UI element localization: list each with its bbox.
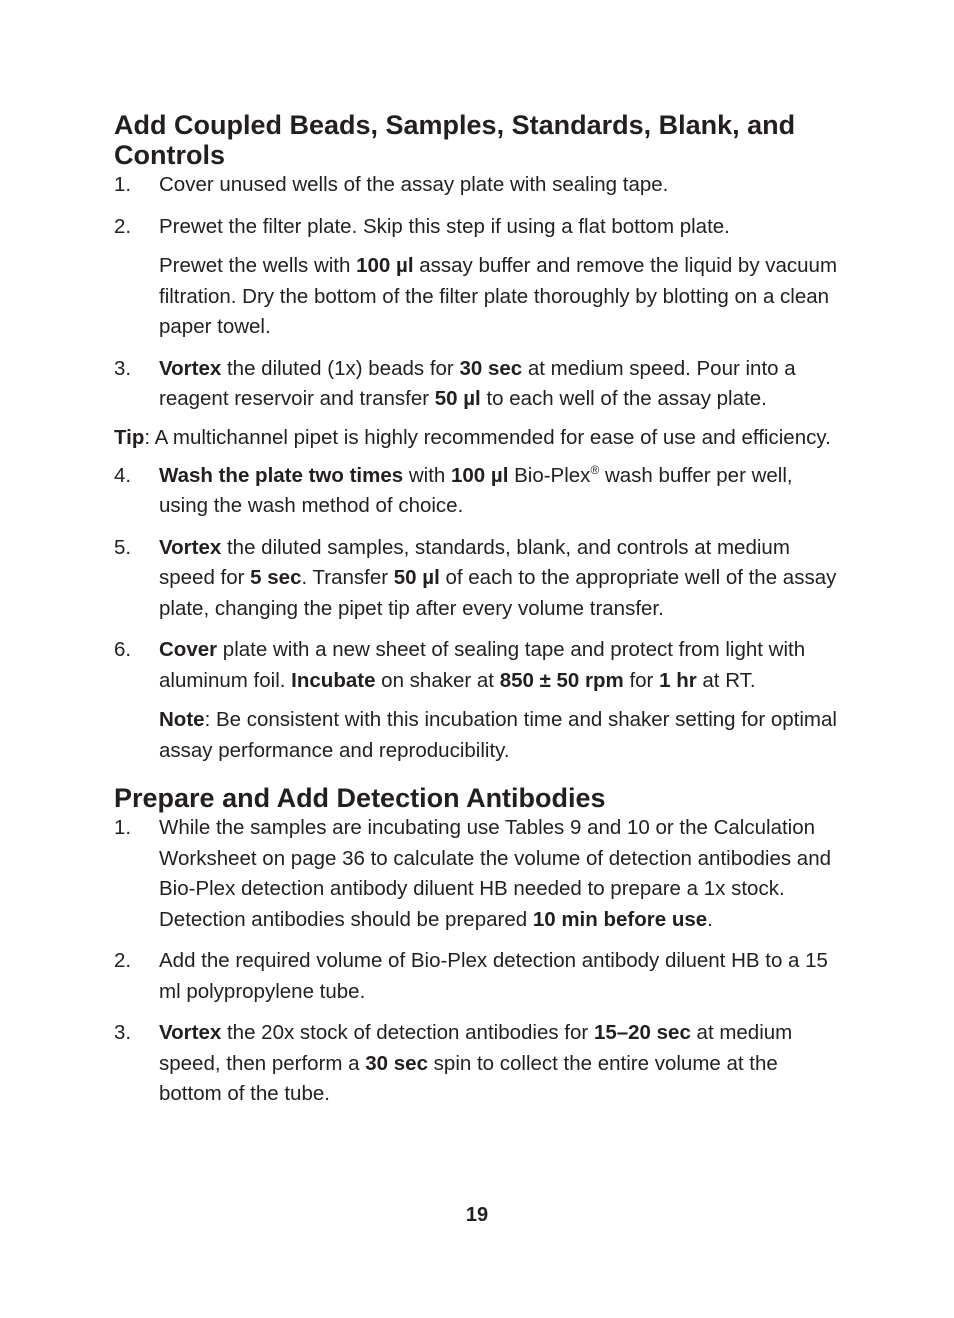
item-text: While the samples are incubating use Tables 9 and 10 or the Calculation Worksheet on page 36 to calculate the volume of detection antibodies and Bio-Plex detection antibody diluent HB needed to prepare a 1x stock. Detection antibodies should be prepared 10 min before use. — [159, 816, 832, 931]
item-subtext: Prewet the wells with 100 µl assay buffer and remove the liquid by vacuum filtration. Dry the bottom of the filter plate thoroughly by blotting on a clean paper towel. — [159, 254, 838, 338]
item-text: Vortex the diluted (1x) beads for 30 sec at medium speed. Pour into a reagent reservoir and transfer 50 µl to each well of the assay plate. — [159, 356, 796, 410]
registered-mark: ® — [590, 462, 600, 477]
list-item — [114, 946, 839, 1007]
item-text: Vortex the 20x stock of detection antibodies for 15–20 sec at medium speed, then perform a 30 sec spin to collect the entire volume at the bottom of the tube. — [159, 1021, 793, 1105]
item-number: 3. — [114, 356, 132, 380]
item-number: 1. — [114, 173, 132, 196]
item-number: 3. — [114, 1021, 132, 1044]
tip-note: Tip: A multichannel pipet is highly recommended for ease of use and efficiency. — [114, 425, 831, 449]
note-text: Note: Be consistent with this incubation time and shaker setting for optimal assay performance and reproducibility. — [159, 708, 837, 762]
steps-list-2 — [114, 813, 839, 1110]
item-number: 5. — [114, 535, 132, 559]
item-text: Cover unused wells of the assay plate with sealing tape. — [159, 173, 669, 196]
section-title-add-coupled-beads: Add Coupled Beads, Samples, Standards, Blank, and Controls — [114, 110, 796, 170]
list-item — [114, 1018, 839, 1110]
item-text: Add the required volume of Bio-Plex detection antibody diluent HB to a 15 ml polypropylene tube. — [159, 949, 828, 1003]
item-text: Vortex the diluted samples, standards, blank, and controls at medium speed for 5 sec. Transfer 50 µl of each to the appropriate well of the assay plate, changing the pipet tip after every volume transfer. — [159, 535, 837, 620]
item-text: Wash the plate two times with 100 µl Bio-Plex® wash buffer per well, using the wash method of choice. — [159, 462, 793, 517]
item-text: Prewet the filter plate. Skip this step if using a flat bottom plate. — [159, 214, 730, 238]
section-title-detection-antibodies: Prepare and Add Detection Antibodies — [114, 783, 606, 813]
steps-list-1 — [114, 170, 839, 415]
list-item — [114, 635, 839, 766]
item-number: 2. — [114, 949, 132, 972]
list-item — [114, 354, 839, 415]
list-item — [114, 461, 839, 522]
list-item — [114, 170, 839, 201]
item-number: 4. — [114, 463, 132, 487]
item-number: 1. — [114, 816, 132, 839]
list-item — [114, 813, 839, 935]
item-text: Cover plate with a new sheet of sealing tape and protect from light with aluminum foil. Incubate on shaker at 850 ± 50 rpm for 1 hr at RT. — [159, 638, 806, 692]
tip-label: Tip — [114, 425, 145, 449]
steps-list-1-continued — [114, 461, 839, 767]
list-item — [114, 212, 839, 343]
page-number: 19 — [465, 1204, 489, 1226]
note-label: Note — [159, 708, 205, 731]
page-content — [114, 106, 839, 1110]
item-number: 2. — [114, 214, 132, 238]
item-number: 6. — [114, 638, 132, 661]
list-item — [114, 533, 839, 625]
